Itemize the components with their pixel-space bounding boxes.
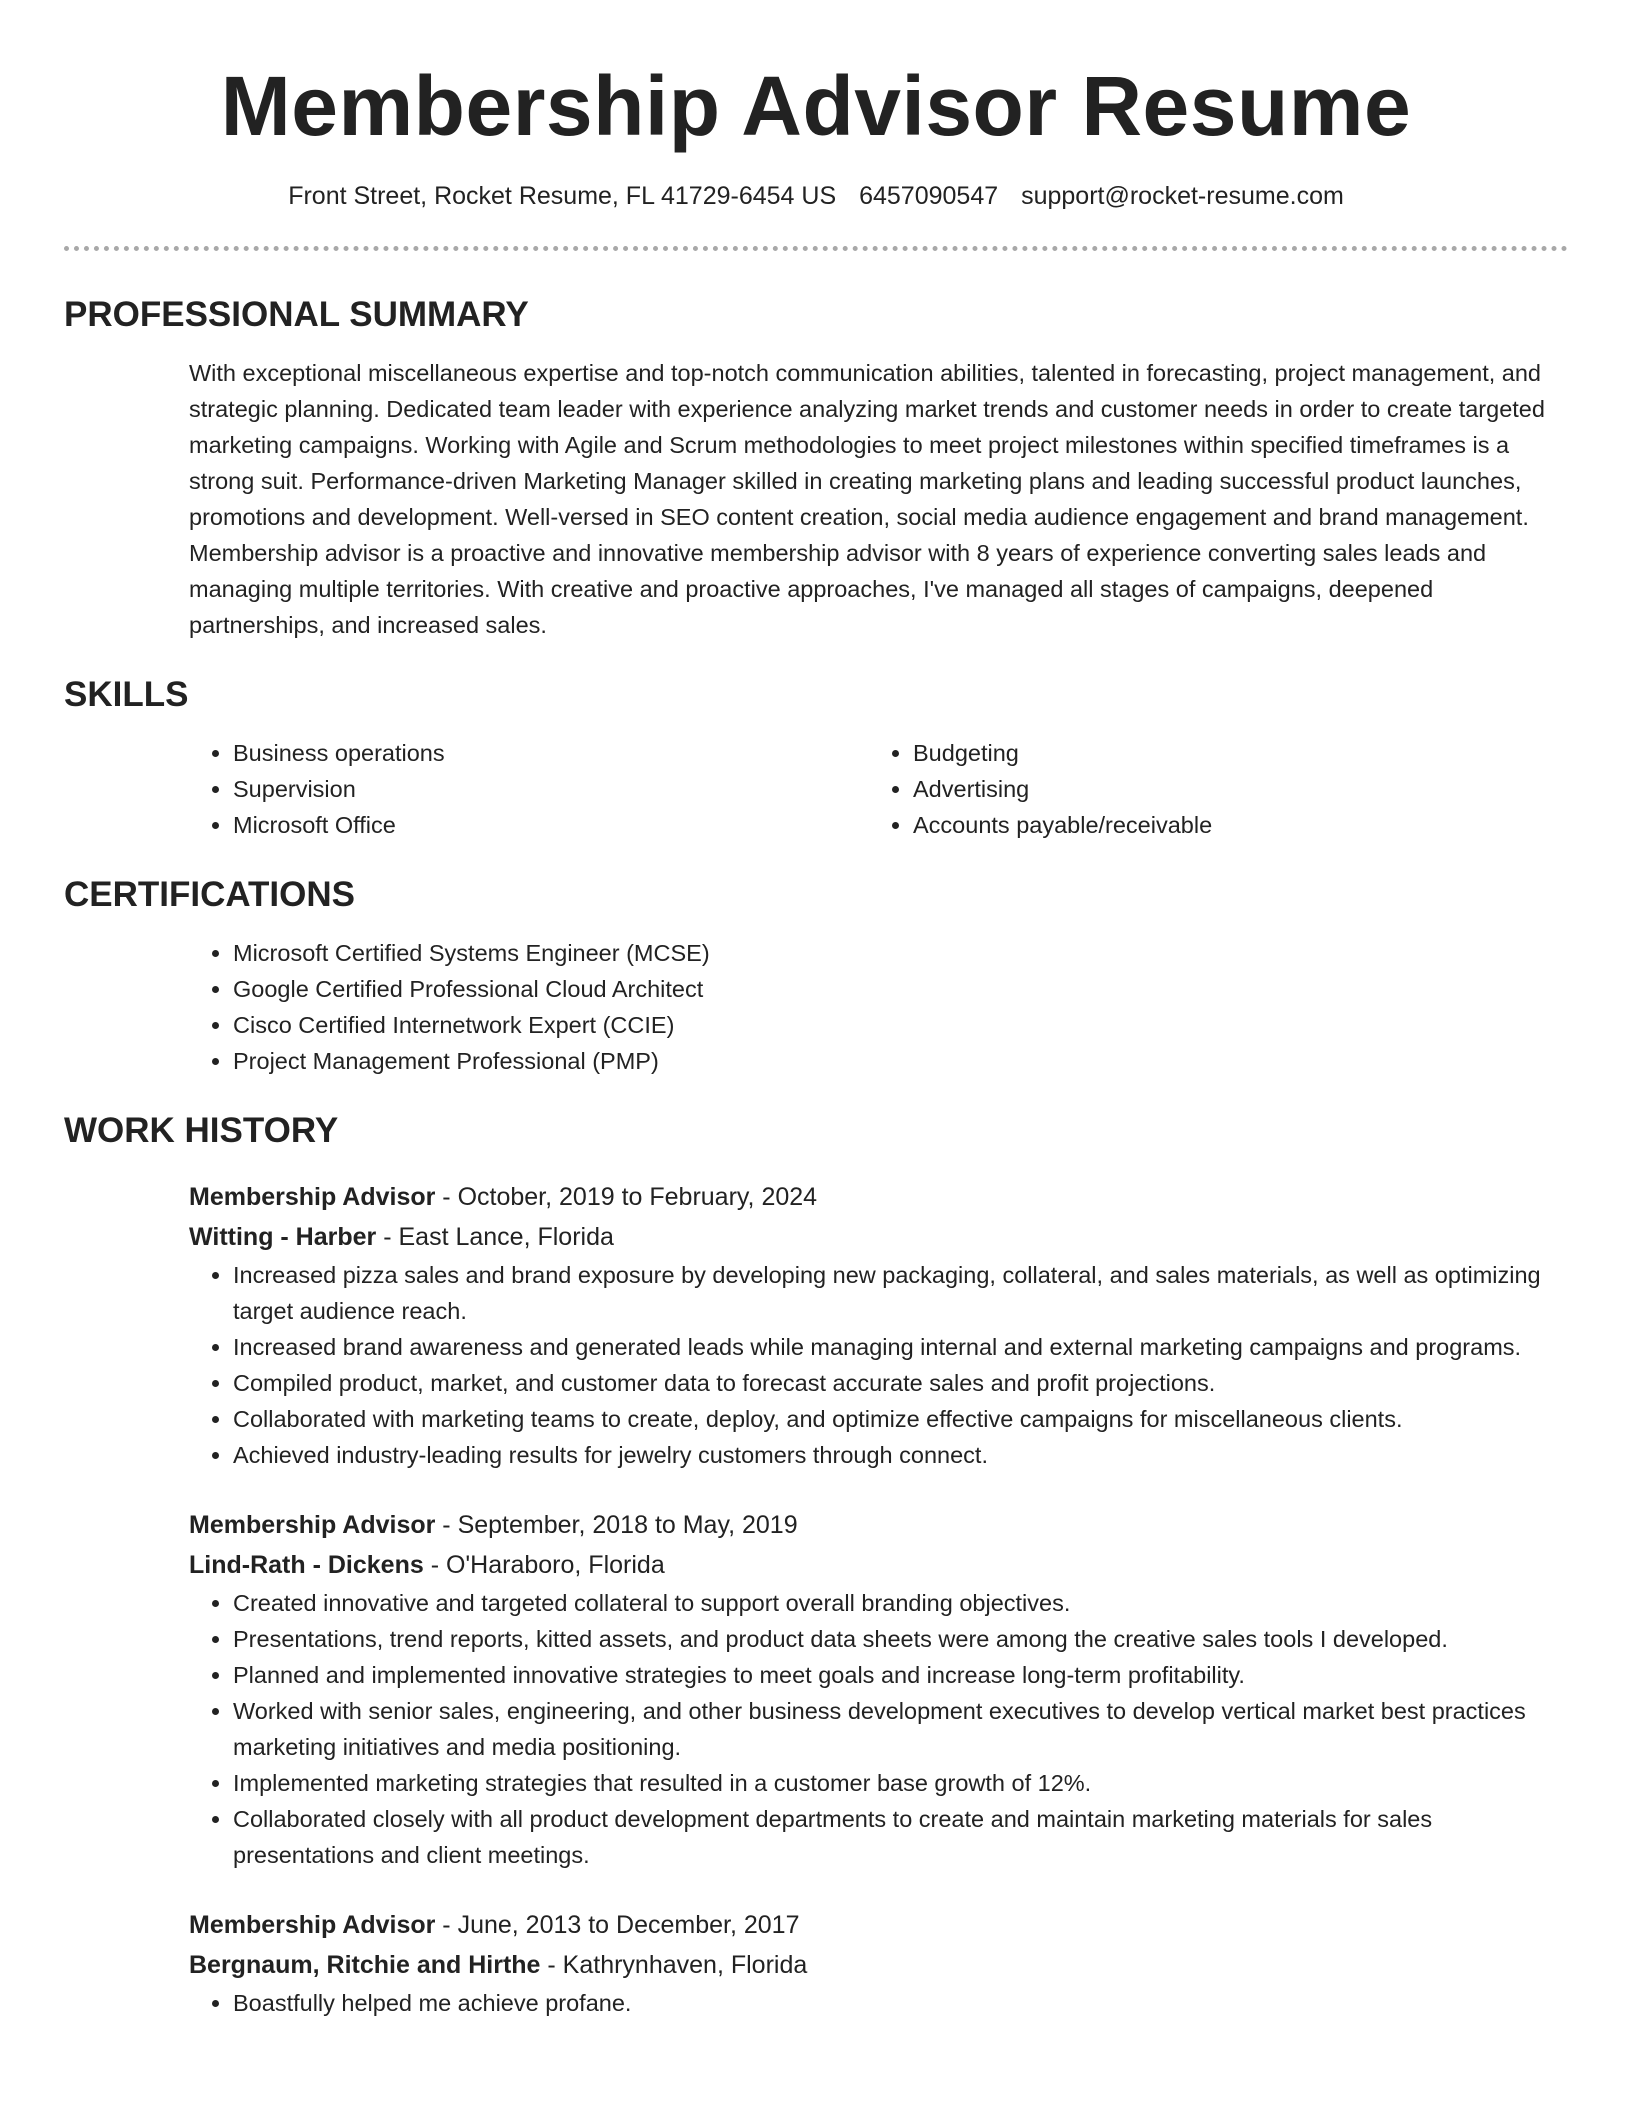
contact-info <box>0 180 1632 212</box>
job-company-line <box>189 1545 1568 1585</box>
job-location: - Kathrynhaven, Florida <box>540 1951 808 1979</box>
skill-item: • Accounts payable/receivable <box>913 807 1549 843</box>
job-bullet: • Compiled product, market, and customer data to forecast accurate sales and profit projections. <box>233 1365 1568 1401</box>
job-title-line <box>189 1905 1568 1945</box>
job-bullet: • Boastfully helped me achieve profane. <box>233 1985 1568 2021</box>
job-title: Membership Advisor <box>189 1911 436 1939</box>
skills-grid <box>189 735 1568 843</box>
skill-item: • Microsoft Office <box>233 807 869 843</box>
job-dates: - June, 2013 to December, 2017 <box>435 1911 800 1939</box>
certifications-block <box>189 935 1568 1079</box>
skills-column-left <box>189 735 869 843</box>
skill-item: • Business operations <box>233 735 869 771</box>
job-bullet: • Created innovative and targeted collateral to support overall branding objectives. <box>233 1585 1568 1621</box>
contact-email: support@rocket-resume.com <box>1021 182 1344 210</box>
job-company-line <box>189 1945 1568 1985</box>
job-title: Membership Advisor <box>189 1183 436 1211</box>
skill-item: • Advertising <box>913 771 1549 807</box>
job-bullet: • Achieved industry-leading results for jewelry customers through connect. <box>233 1437 1568 1473</box>
job-company-line <box>189 1217 1568 1257</box>
skills-heading: SKILLS <box>64 675 189 714</box>
job-title: Membership Advisor <box>189 1511 436 1539</box>
job-bullets <box>189 1585 1568 1873</box>
job-bullet: • Worked with senior sales, engineering, and other business development executives to develop vertical market best practices marketing initiatives and media positioning. <box>233 1693 1568 1765</box>
skills-list-left <box>189 735 869 843</box>
job-title-line <box>189 1505 1568 1545</box>
summary-text: With exceptional miscellaneous expertise and top-notch communication abilities, talented in forecasting, project management, and strategic planning. Dedicated team leader with experience analyzing market trends and customer needs in order to create targeted marketing campaigns. Working with Agile and Scrum methodologies to meet project milestones within specified timeframes is a strong suit. Performance-driven Marketing Manager skilled in creating marketing plans and leading successful product launches, promotions and development. Well-versed in SEO content creation, social media audience engagement and brand management. Membership advisor is a proactive and innovative membership advisor with 8 years of experience converting sales leads and managing multiple territories. With creative and proactive approaches, I've managed all stages of campaigns, deepened partnerships, and increased sales. <box>189 360 1545 638</box>
page-title: Membership Advisor Resume <box>220 59 1412 153</box>
job-entry <box>189 1177 1568 1473</box>
job-bullets <box>189 1257 1568 1473</box>
job-location: - O'Haraboro, Florida <box>423 1551 665 1579</box>
job-company: Lind-Rath - Dickens <box>189 1551 424 1579</box>
job-bullet: • Presentations, trend reports, kitted assets, and product data sheets were among the creative sales tools I developed. <box>233 1621 1568 1657</box>
certifications-heading: CERTIFICATIONS <box>64 875 356 914</box>
job-company: Bergnaum, Ritchie and Hirthe <box>189 1951 541 1979</box>
job-bullets <box>189 1985 1568 2021</box>
certification-item: • Google Certified Professional Cloud Architect <box>233 971 1568 1007</box>
job-entry <box>189 1505 1568 1873</box>
job-bullet: • Planned and implemented innovative strategies to meet goals and increase long-term profitability. <box>233 1657 1568 1693</box>
certification-item: • Microsoft Certified Systems Engineer (MCSE) <box>233 935 1568 971</box>
job-bullet: • Implemented marketing strategies that resulted in a customer base growth of 12%. <box>233 1765 1568 1801</box>
job-bullet: • Increased pizza sales and brand exposure by developing new packaging, collateral, and sales materials, as well as optimizing target audience reach. <box>233 1257 1568 1329</box>
job-title-line <box>189 1177 1568 1217</box>
job-dates: - September, 2018 to May, 2019 <box>435 1511 798 1539</box>
certification-item: • Cisco Certified Internetwork Expert (CCIE) <box>233 1007 1568 1043</box>
job-bullet: • Collaborated closely with all product development departments to create and maintain marketing materials for sales presentations and client meetings. <box>233 1801 1568 1873</box>
certifications-list <box>189 935 1568 1079</box>
skill-item: • Supervision <box>233 771 869 807</box>
skill-item: • Budgeting <box>913 735 1549 771</box>
job-company: Witting - Harber <box>189 1223 377 1251</box>
summary-heading: PROFESSIONAL SUMMARY <box>64 295 529 334</box>
job-bullet: • Collaborated with marketing teams to create, deploy, and optimize effective campaigns for miscellaneous clients. <box>233 1401 1568 1437</box>
skills-list-right <box>869 735 1549 843</box>
skills-column-right <box>869 735 1549 843</box>
certification-item: • Project Management Professional (PMP) <box>233 1043 1568 1079</box>
work-history-heading: WORK HISTORY <box>64 1111 339 1150</box>
contact-phone: 6457090547 <box>859 182 999 210</box>
job-entry <box>189 1905 1568 2021</box>
job-location: - East Lance, Florida <box>376 1223 614 1251</box>
header-divider <box>64 246 1568 251</box>
job-bullet: • Increased brand awareness and generated leads while managing internal and external marketing campaigns and programs. <box>233 1329 1568 1365</box>
job-dates: - October, 2019 to February, 2024 <box>435 1183 818 1211</box>
contact-address: Front Street, Rocket Resume, FL 41729-6454 US <box>288 182 837 210</box>
